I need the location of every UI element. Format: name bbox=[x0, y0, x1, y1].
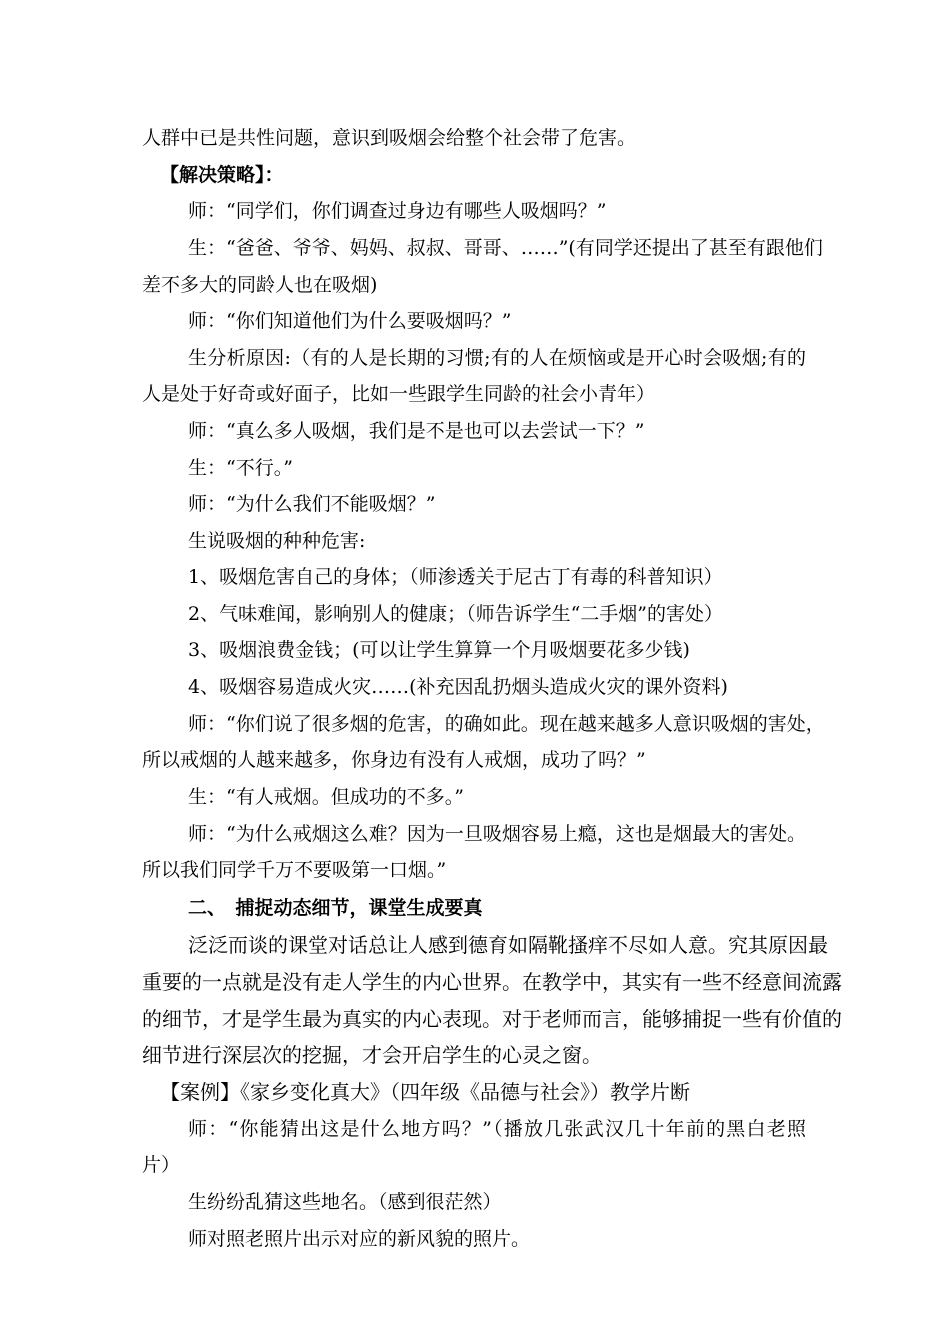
dialogue-line: 师对照老照片出示对应的新风貌的照片。 bbox=[188, 1228, 531, 1250]
dialogue-line: 生分析原因:（有的人是长期的习惯;有的人在烦恼或是开心时会吸烟;有的 bbox=[188, 347, 806, 369]
list-item: 4、吸烟容易造成火灾……(补充因乱扔烟头造成火灾的课外资料) bbox=[188, 676, 728, 698]
paragraph-line: 人群中已是共性问题，意识到吸烟会给整个社会带了危害。 bbox=[142, 127, 637, 149]
dialogue-line: 师：“真么多人吸烟，我们是不是也可以去尝试一下？” bbox=[188, 420, 645, 442]
list-item: 1、吸烟危害自己的身体；（师渗透关于尼古丁有毒的科普知识） bbox=[188, 566, 723, 588]
section-heading: 二、 捕捉动态细节，课堂生成要真 bbox=[188, 897, 483, 919]
paragraph-line: 的细节，才是学生最为真实的内心表现。对于老师而言，能够捕捉一些有价值的 bbox=[142, 1007, 842, 1031]
dialogue-line: 片） bbox=[142, 1154, 181, 1176]
case-heading: 【案例】《家乡变化真大》（四年级《品德与社会》）教学片断 bbox=[160, 1080, 690, 1104]
dialogue-line: 师：“你们说了很多烟的危害，的确如此。现在越来越多人意识吸烟的害处， bbox=[188, 713, 825, 735]
paragraph-line: 泛泛而谈的课堂对话总让人感到德育如隔靴搔痒不尽如人意。究其原因最 bbox=[188, 933, 828, 957]
section-heading: 【解决策略】： bbox=[160, 164, 284, 186]
dialogue-line: 所以戒烟的人越来越多，你身边有没有人戒烟，成功了吗？” bbox=[142, 749, 646, 771]
dialogue-line: 师：“同学们，你们调查过身边有哪些人吸烟吗？” bbox=[188, 200, 607, 222]
dialogue-line: 生：“有人戒烟。但成功的不多。” bbox=[188, 786, 464, 808]
dialogue-line: 师：“你能猜出这是什么地方吗？”（播放几张武汉几十年前的黑白老照 bbox=[188, 1118, 806, 1140]
dialogue-line: 师：“为什么戒烟这么难？因为一旦吸烟容易上瘾，这也是烟最大的害处。 bbox=[188, 823, 806, 845]
dialogue-line: 生说吸烟的种种危害: bbox=[188, 530, 366, 552]
dialogue-line: 人是处于好奇或好面子，比如一些跟学生同龄的社会小青年） bbox=[142, 383, 656, 405]
dialogue-line: 生：“不行。” bbox=[188, 457, 293, 479]
list-item: 2、气味难闻，影响别人的健康；（师告诉学生“二手烟”的害处） bbox=[188, 603, 724, 625]
paragraph-line: 重要的一点就是没有走人学生的内心世界。在教学中，其实有一些不经意间流露 bbox=[142, 970, 842, 994]
dialogue-line: 差不多大的同龄人也在吸烟) bbox=[142, 274, 378, 296]
dialogue-line: 师：“你们知道他们为什么要吸烟吗？” bbox=[188, 310, 512, 332]
dialogue-line: 所以我们同学千万不要吸第一口烟。” bbox=[142, 859, 447, 881]
list-item: 3、吸烟浪费金钱；(可以让学生算算一个月吸烟要花多少钱) bbox=[188, 639, 690, 661]
dialogue-line: 师：“为什么我们不能吸烟？” bbox=[188, 493, 436, 515]
paragraph-line: 细节进行深层次的挖掘，才会开启学生的心灵之窗。 bbox=[142, 1043, 602, 1067]
dialogue-line: 生：“爸爸、爷爷、妈妈、叔叔、哥哥、……”(有同学还提出了甚至有跟他们 bbox=[188, 237, 823, 259]
dialogue-line: 生纷纷乱猜这些地名。（感到很茫然） bbox=[188, 1191, 502, 1213]
